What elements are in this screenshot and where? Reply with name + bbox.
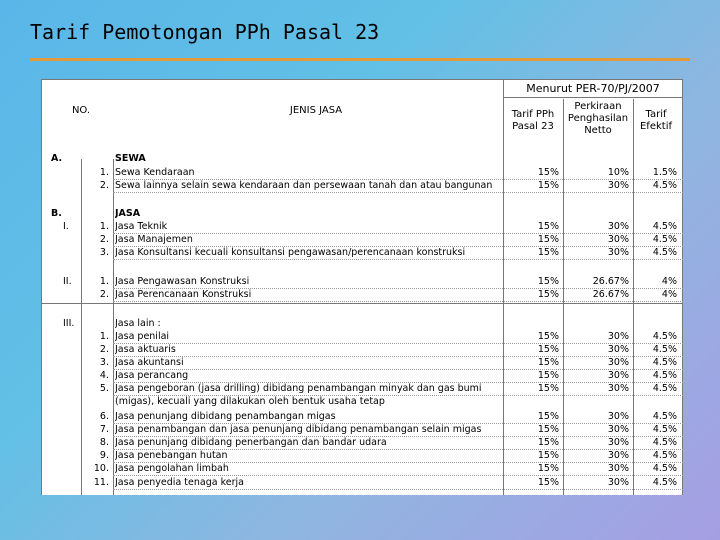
- row-jenis-jasa: Jasa Manajemen: [115, 234, 193, 245]
- table-row: [41, 207, 683, 220]
- row-jenis-jasa: Jasa penunjang dibidang penerbangan dan bandar udara: [115, 437, 387, 448]
- row-perkiraan: 30%: [607, 463, 629, 474]
- header-perkiraan: Perkiraan Penghasilan Netto: [567, 101, 629, 136]
- row-tarif-pph: 15%: [537, 289, 559, 300]
- row-number: 1.: [99, 221, 109, 232]
- row-tarif-pph: 15%: [537, 383, 559, 394]
- row-separator: [113, 436, 683, 437]
- row-separator: [113, 246, 683, 247]
- header-tarif-efektif: Tarif Efektif: [639, 109, 672, 132]
- row-separator: [113, 343, 683, 344]
- row-number: 5.: [99, 383, 109, 394]
- row-jenis-jasa: Jasa penebangan hutan: [115, 450, 228, 461]
- row-tarif-pph: 15%: [537, 247, 559, 258]
- row-jenis-jasa: JASA: [115, 208, 141, 219]
- row-number: 1.: [99, 276, 109, 287]
- row-tarif-pph: 15%: [537, 180, 559, 191]
- row-tarif-efektif: 4.5%: [652, 477, 677, 488]
- table-row: [41, 382, 683, 395]
- grid-line: [503, 97, 683, 98]
- row-number: 6.: [99, 411, 109, 422]
- row-jenis-jasa: Jasa Konsultansi kecuali konsultansi pengawasan/perencanaan konstruksi: [115, 247, 466, 258]
- table-row: [41, 233, 683, 246]
- row-perkiraan: 30%: [607, 344, 629, 355]
- row-number: 10.: [93, 463, 109, 474]
- table-row: [41, 449, 683, 462]
- row-separator: [113, 449, 683, 450]
- row-tarif-efektif: 1.5%: [652, 167, 677, 178]
- row-number: 3.: [99, 357, 109, 368]
- row-subsection: III.: [63, 318, 75, 329]
- row-jenis-jasa: Jasa penunjang dibidang penambangan migas: [115, 411, 336, 422]
- row-section: A.: [51, 153, 63, 164]
- row-jenis-jasa: Sewa Kendaraan: [115, 167, 195, 178]
- row-jenis-jasa: (migas), kecuali yang dilakukan oleh bentuk usaha tetap: [115, 396, 385, 407]
- row-separator: [113, 395, 683, 396]
- row-tarif-efektif: 4.5%: [652, 450, 677, 461]
- header-no: NO.: [71, 105, 91, 116]
- header-tarif-pph: Tarif PPh Pasal 23: [511, 109, 555, 132]
- row-tarif-efektif: 4.5%: [652, 437, 677, 448]
- row-number: 1.: [99, 167, 109, 178]
- row-tarif-efektif: 4.5%: [652, 247, 677, 258]
- row-separator: [113, 179, 683, 180]
- row-tarif-pph: 15%: [537, 450, 559, 461]
- row-perkiraan: 30%: [607, 450, 629, 461]
- row-section: B.: [51, 208, 62, 219]
- slide-title: Tarif Pemotongan PPh Pasal 23: [30, 20, 380, 44]
- row-separator: [113, 233, 683, 234]
- row-separator: [113, 423, 683, 424]
- row-jenis-jasa: Sewa lainnya selain sewa kendaraan dan persewaan tanah dan atau bangunan: [115, 180, 493, 191]
- row-jenis-jasa: Jasa penyedia tenaga kerja: [115, 477, 244, 488]
- row-separator: [113, 301, 683, 302]
- table-row: [41, 288, 683, 301]
- row-separator: [113, 462, 683, 463]
- table-row: [41, 343, 683, 356]
- table-row: [41, 476, 683, 489]
- table-row: [41, 330, 683, 343]
- row-perkiraan: 26.67%: [592, 289, 629, 300]
- row-separator: [113, 259, 683, 260]
- row-jenis-jasa: Jasa Pengawasan Konstruksi: [115, 276, 250, 287]
- table-row: [41, 220, 683, 233]
- row-tarif-efektif: 4%: [661, 276, 677, 287]
- row-separator: [113, 288, 683, 289]
- row-tarif-efektif: 4.5%: [652, 180, 677, 191]
- row-number: 4.: [99, 370, 109, 381]
- row-perkiraan: 30%: [607, 234, 629, 245]
- row-tarif-efektif: 4.5%: [652, 370, 677, 381]
- row-tarif-pph: 15%: [537, 463, 559, 474]
- row-jenis-jasa: Jasa pengolahan limbah: [115, 463, 229, 474]
- row-separator: [113, 369, 683, 370]
- row-number: 11.: [93, 477, 109, 488]
- table-row: [41, 179, 683, 192]
- row-tarif-pph: 15%: [537, 167, 559, 178]
- row-jenis-jasa: Jasa akuntansi: [115, 357, 184, 368]
- row-tarif-efektif: 4.5%: [652, 411, 677, 422]
- row-tarif-efektif: 4.5%: [652, 463, 677, 474]
- row-tarif-pph: 15%: [537, 437, 559, 448]
- row-number: 2.: [99, 180, 109, 191]
- row-tarif-efektif: 4.5%: [652, 221, 677, 232]
- row-number: 2.: [99, 344, 109, 355]
- row-number: 8.: [99, 437, 109, 448]
- row-jenis-jasa: Jasa penilai: [115, 331, 170, 342]
- table-row: [41, 462, 683, 475]
- row-tarif-pph: 15%: [537, 344, 559, 355]
- row-subsection: II.: [63, 276, 72, 287]
- row-separator: [113, 475, 683, 476]
- table-row: [41, 410, 683, 423]
- row-tarif-efektif: 4.5%: [652, 383, 677, 394]
- row-number: 2.: [99, 289, 109, 300]
- row-tarif-pph: 15%: [537, 411, 559, 422]
- row-perkiraan: 30%: [607, 411, 629, 422]
- row-jenis-jasa: SEWA: [115, 153, 146, 164]
- row-tarif-pph: 15%: [537, 357, 559, 368]
- header-jenis-jasa: JENIS JASA: [289, 105, 343, 116]
- row-tarif-pph: 15%: [537, 370, 559, 381]
- table-row: [41, 356, 683, 369]
- row-perkiraan: 30%: [607, 331, 629, 342]
- row-perkiraan: 30%: [607, 437, 629, 448]
- row-perkiraan: 30%: [607, 247, 629, 258]
- row-tarif-pph: 15%: [537, 424, 559, 435]
- tariff-table: [41, 79, 683, 495]
- row-jenis-jasa: Jasa Teknik: [115, 221, 168, 232]
- row-jenis-jasa: Jasa pengeboran (jasa drilling) dibidang penambangan minyak dan gas bumi: [115, 383, 482, 394]
- row-number: 2.: [99, 234, 109, 245]
- row-tarif-efektif: 4%: [661, 289, 677, 300]
- row-tarif-pph: 15%: [537, 276, 559, 287]
- row-jenis-jasa: Jasa lain :: [115, 318, 161, 329]
- row-perkiraan: 30%: [607, 370, 629, 381]
- row-tarif-efektif: 4.5%: [652, 331, 677, 342]
- row-jenis-jasa: Jasa penambangan dan jasa penunjang dibidang penambangan selain migas: [115, 424, 482, 435]
- table-row: [41, 152, 683, 165]
- row-perkiraan: 30%: [607, 221, 629, 232]
- row-perkiraan: 10%: [607, 167, 629, 178]
- table-row: [41, 166, 683, 179]
- row-perkiraan: 26.67%: [592, 276, 629, 287]
- row-tarif-pph: 15%: [537, 221, 559, 232]
- table-row: [41, 369, 683, 382]
- row-jenis-jasa: Jasa Perencanaan Konstruksi: [115, 289, 252, 300]
- row-perkiraan: 30%: [607, 477, 629, 488]
- row-number: 9.: [99, 450, 109, 461]
- row-number: 7.: [99, 424, 109, 435]
- title-underline: [30, 58, 690, 61]
- row-tarif-pph: 15%: [537, 477, 559, 488]
- row-separator: [113, 489, 683, 490]
- row-perkiraan: 30%: [607, 383, 629, 394]
- row-tarif-efektif: 4.5%: [652, 424, 677, 435]
- row-separator: [113, 192, 683, 193]
- row-tarif-pph: 15%: [537, 331, 559, 342]
- row-perkiraan: 30%: [607, 424, 629, 435]
- row-tarif-efektif: 4.5%: [652, 357, 677, 368]
- header-regulation: Menurut PER-70/PJ/2007: [526, 82, 660, 95]
- row-jenis-jasa: Jasa aktuaris: [115, 344, 176, 355]
- row-separator: [113, 356, 683, 357]
- table-row: [41, 246, 683, 259]
- row-number: 1.: [99, 331, 109, 342]
- row-number: 3.: [99, 247, 109, 258]
- table-row: [41, 275, 683, 288]
- row-jenis-jasa: Jasa perancang: [115, 370, 189, 381]
- table-row: [41, 317, 683, 330]
- row-perkiraan: 30%: [607, 357, 629, 368]
- table-row: [41, 436, 683, 449]
- row-tarif-efektif: 4.5%: [652, 234, 677, 245]
- table-row: [41, 395, 683, 408]
- row-separator: [113, 382, 683, 383]
- table-row: [41, 423, 683, 436]
- row-subsection: I.: [63, 221, 69, 232]
- row-tarif-efektif: 4.5%: [652, 344, 677, 355]
- grid-line: [41, 303, 683, 304]
- row-tarif-pph: 15%: [537, 234, 559, 245]
- grid-line: [41, 79, 683, 80]
- row-perkiraan: 30%: [607, 180, 629, 191]
